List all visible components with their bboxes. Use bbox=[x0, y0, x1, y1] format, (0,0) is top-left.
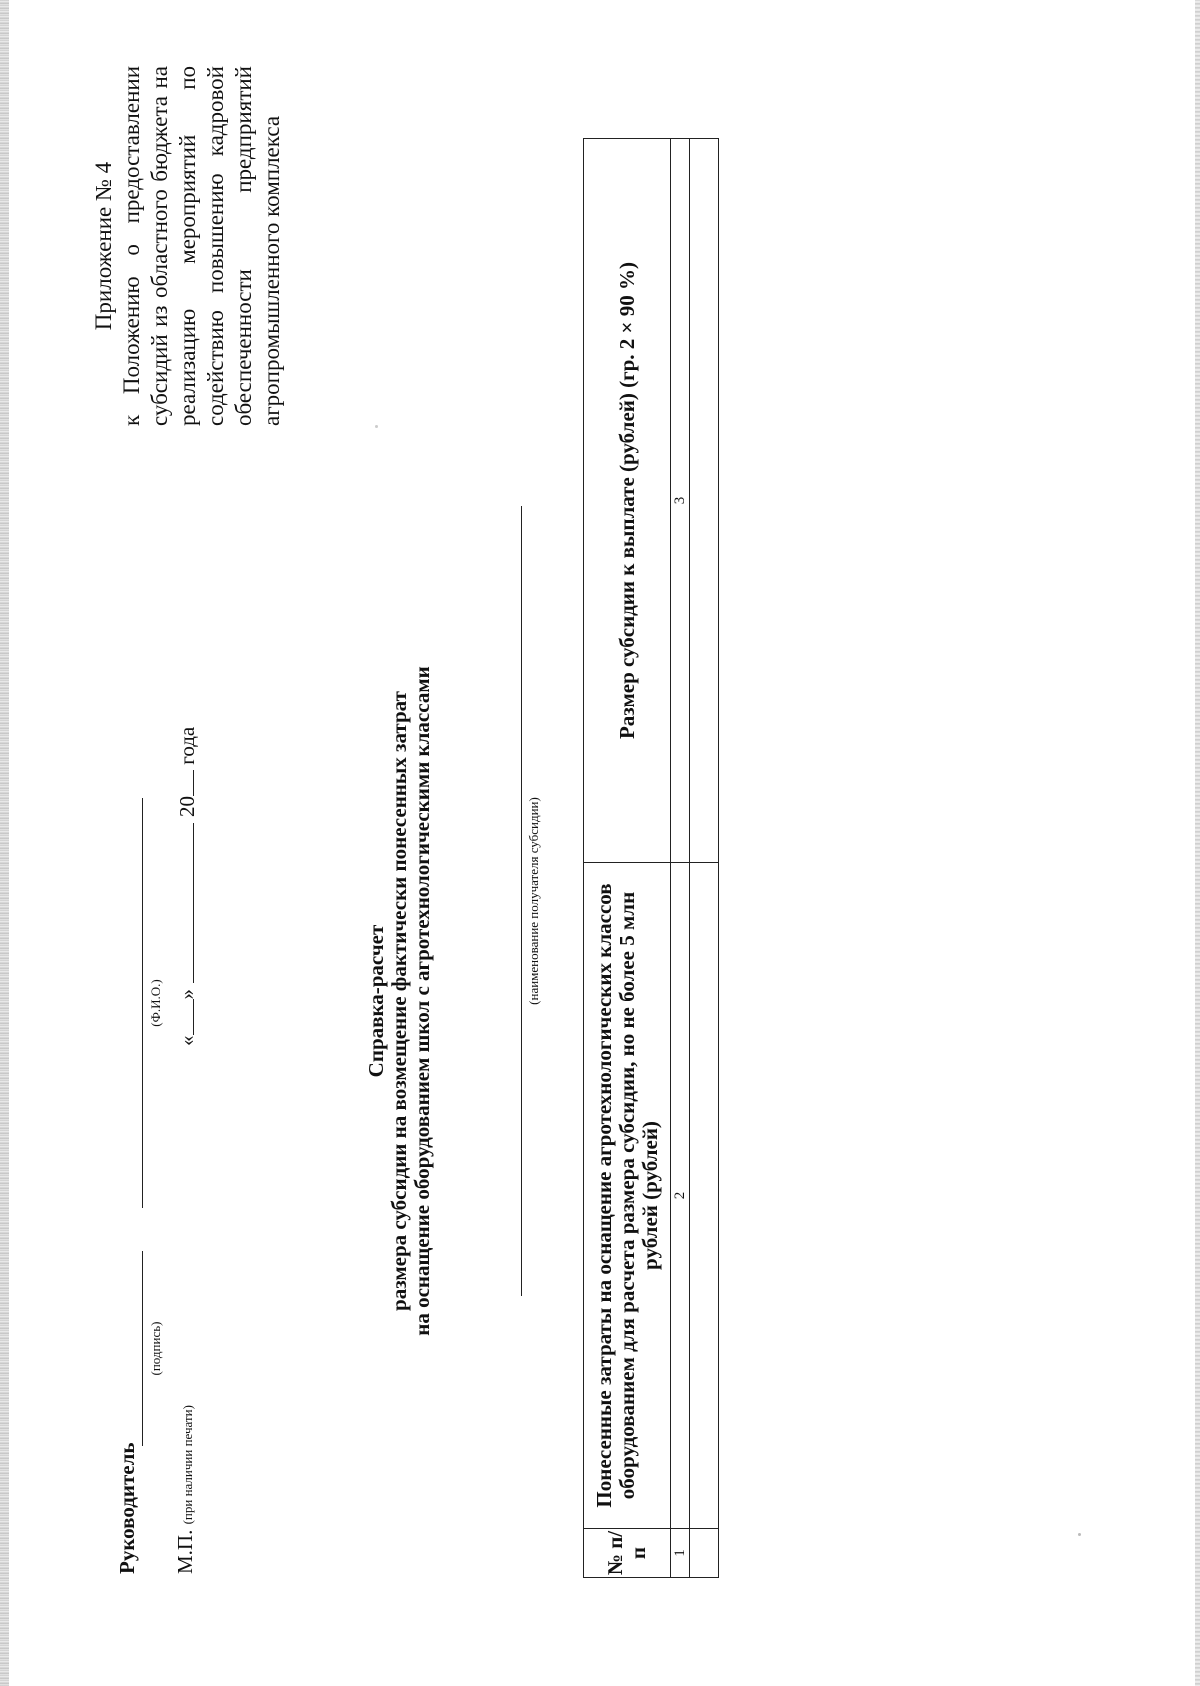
signature-caption: (подпись) bbox=[148, 1321, 163, 1376]
table-cell bbox=[690, 1529, 719, 1578]
heading-line-3: на оснащение оборудованием школ с агротехнологическими классами bbox=[410, 666, 434, 1336]
document-heading bbox=[365, 456, 434, 1546]
date-year-suffix: года bbox=[175, 726, 199, 765]
stamp-block bbox=[173, 1405, 198, 1574]
appendix-title: Приложение № 4 bbox=[91, 161, 116, 331]
stamp-label: М.П. bbox=[173, 1529, 197, 1574]
date-open-quote: « bbox=[175, 1035, 199, 1046]
head-label: Руководитель bbox=[115, 1442, 139, 1574]
column-number-row bbox=[671, 139, 690, 1578]
signature-line bbox=[142, 1251, 143, 1446]
heading-line-2: размера субсидии на возмещение фактически понесенных затрат bbox=[387, 691, 411, 1311]
name-line bbox=[142, 798, 143, 1208]
date-close-quote: » bbox=[175, 989, 199, 1000]
appendix-text: к Положению о предоставлении субсидий из областного бюджета на реализацию мероприятий по содействию повышению кадровой обеспеченности предприятий агропромышленного комплекса bbox=[119, 66, 284, 426]
column-number-2: 2 bbox=[671, 863, 690, 1529]
date-year-blank bbox=[173, 770, 194, 796]
scan-speck bbox=[375, 425, 378, 428]
date-month-blank bbox=[173, 823, 194, 983]
column-number-1: 1 bbox=[671, 1529, 690, 1578]
appendix-block bbox=[90, 66, 286, 426]
table-cell bbox=[690, 139, 719, 863]
scan-speck bbox=[1078, 1533, 1081, 1536]
calculation-table bbox=[583, 138, 719, 1578]
header-costs: Понесенные затраты на оснащение агротехнологических классов оборудованием для расчета размера субсидии, но не более 5 млн рублей (рублей) bbox=[584, 863, 671, 1529]
table-header-row bbox=[584, 139, 671, 1578]
heading-line-1: Справка-расчет bbox=[364, 924, 388, 1078]
header-subsidy: Размер субсидии к выплате (рублей) (гр. 2 × 90 %) bbox=[584, 139, 671, 863]
header-number: № п/п bbox=[584, 1529, 671, 1578]
column-number-3: 3 bbox=[671, 139, 690, 863]
date-year-prefix: 20 bbox=[175, 796, 199, 817]
recipient-caption: (наименование получателя субсидии) bbox=[526, 797, 541, 1005]
date-line bbox=[173, 727, 200, 1046]
recipient-name-line bbox=[521, 506, 522, 1296]
table-cell bbox=[690, 863, 719, 1529]
name-caption: (Ф.И.О.) bbox=[148, 979, 163, 1027]
table-row bbox=[690, 139, 719, 1578]
date-day-blank bbox=[173, 1000, 194, 1036]
stamp-note: (при наличии печати) bbox=[180, 1405, 195, 1525]
